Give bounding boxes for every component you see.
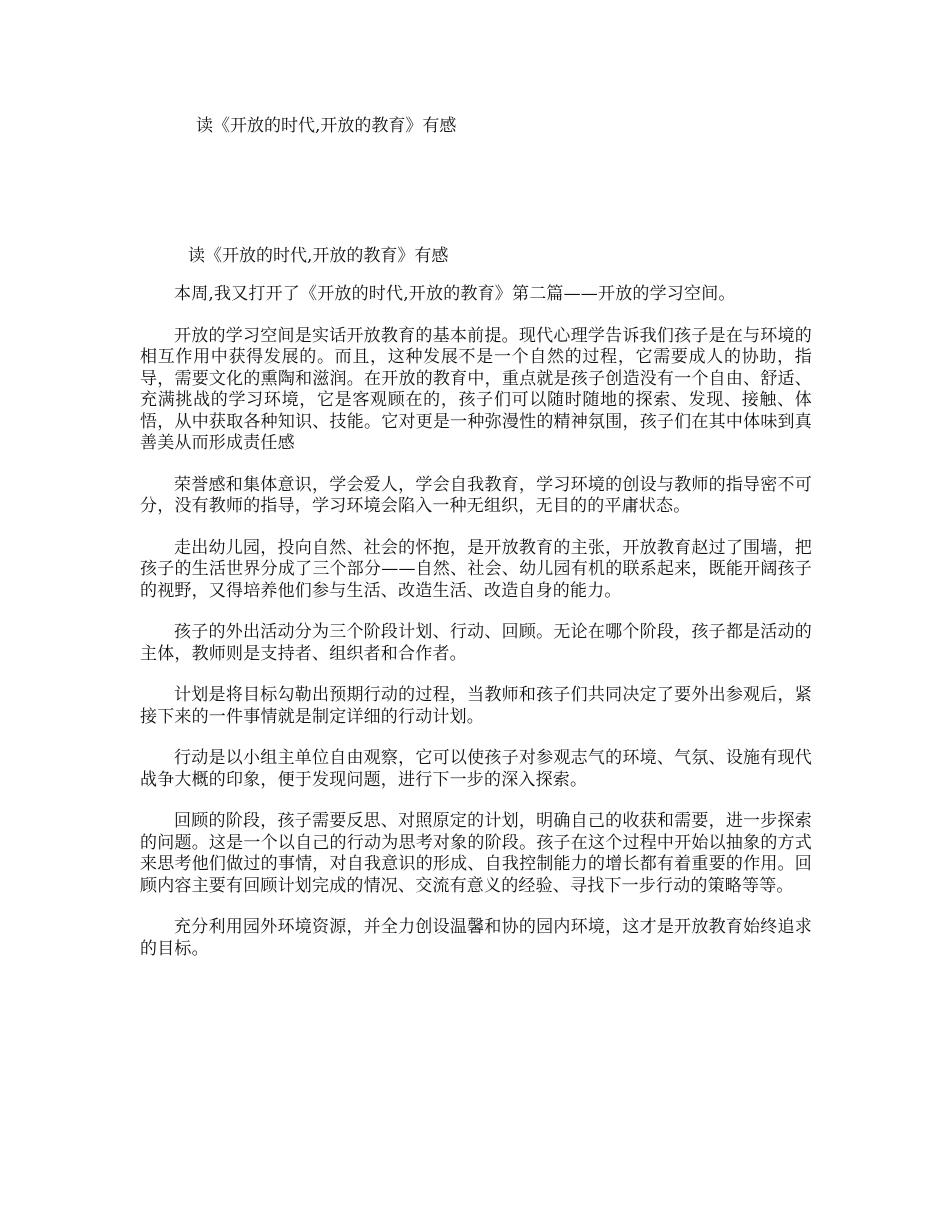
paragraph: 荣誉感和集体意识，学会爱人，学会自我教育，学习环境的创设与教师的指导密不可分，没有教师的指导，学习环境会陷入一种无组织，无目的的平庸状态。: [140, 474, 812, 516]
document-body: [140, 284, 812, 980]
paragraph: 回顾的阶段，孩子需要反思、对照原定的计划，明确自己的收获和需要，进一步探索的问题。这是一个以自己的行动为思考对象的阶段。孩子在这个过程中开始以抽象的方式来思考他们做过的事情，对自我意识的形成、自我控制能力的增长都有着重要的作用。回顾内容主要有回顾计划完成的情况、交流有意义的经验、寻找下一步行动的策略等等。: [140, 811, 812, 896]
paragraph: 走出幼儿园，投向自然、社会的怀抱，是开放教育的主张，开放教育赵过了围墙，把孩子的生活世界分成了三个部分——自然、社会、幼儿园有机的联系起来，既能开阔孩子的视野，又得培养他们参与生活、改造生活、改造自身的能力。: [140, 537, 812, 601]
page-header-title: 读《开放的时代,开放的教育》有感: [196, 116, 457, 136]
paragraph: 孩子的外出活动分为三个阶段计划、行动、回顾。无论在哪个阶段，孩子都是活动的主体，教师则是支持者、组织者和合作者。: [140, 622, 812, 664]
document-title: 读《开放的时代,开放的教育》有感: [188, 246, 449, 266]
paragraph: 行动是以小组主单位自由观察，它可以使孩子对参观志气的环境、气氛、设施有现代战争大概的印象，便于发现问题，进行下一步的深入探索。: [140, 748, 812, 790]
paragraph: 充分利用园外环境资源，并全力创设温馨和协的园内环境，这才是开放教育始终追求的目标。: [140, 917, 812, 959]
paragraph: 计划是将目标勾勒出预期行动的过程，当教师和孩子们共同决定了要外出参观后，紧接下来的一件事情就是制定详细的行动计划。: [140, 685, 812, 727]
paragraph: 开放的学习空间是实话开放教育的基本前提。现代心理学告诉我们孩子是在与环境的相互作用中获得发展的。而且，这种发展不是一个自然的过程，它需要成人的协助，指导，需要文化的熏陶和滋润。在开放的教育中，重点就是孩子创造没有一个自由、舒适、充满挑战的学习环境，它是客观顾在的，孩子们可以随时随地的探索、发现、接触、体悟，从中获取各种知识、技能。它对更是一种弥漫性的精神氛围，孩子们在其中体味到真善美从而形成责任感: [140, 325, 812, 453]
paragraph: 本周,我又打开了《开放的时代,开放的教育》第二篇——开放的学习空间。: [174, 284, 736, 304]
